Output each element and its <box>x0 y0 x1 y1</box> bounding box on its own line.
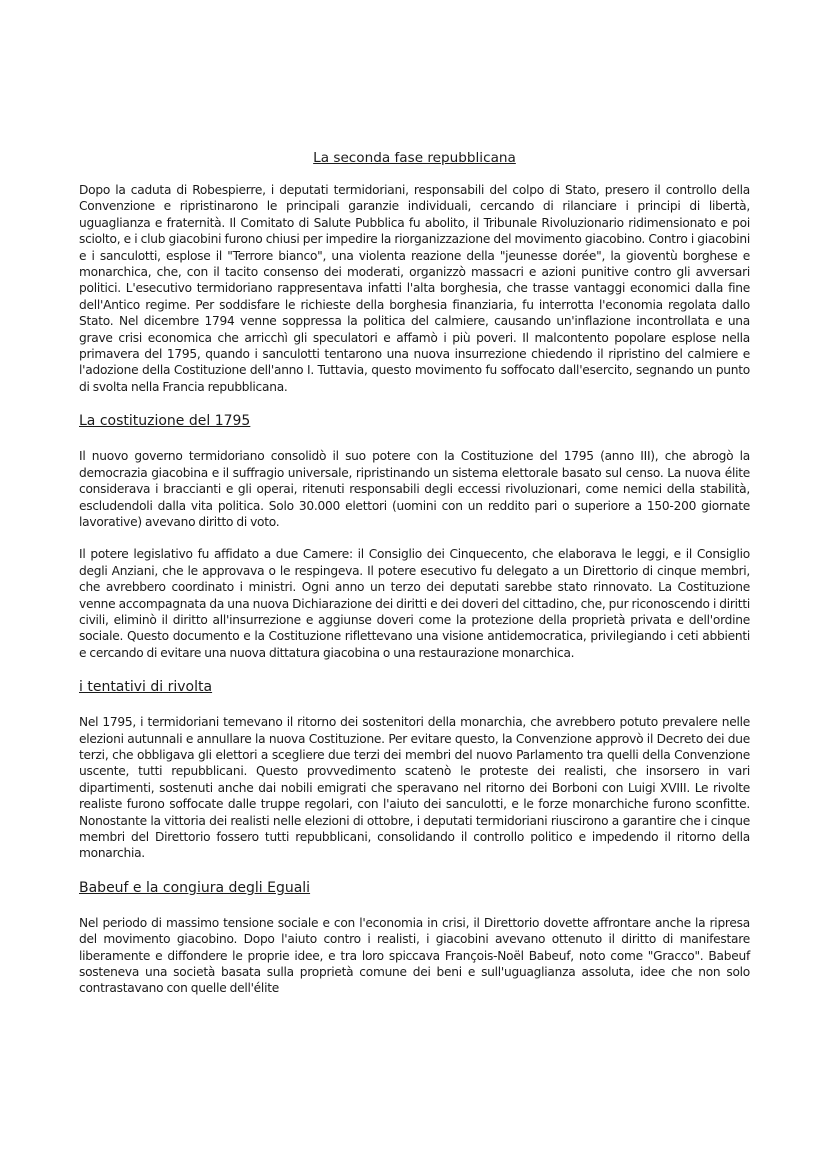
section-heading-costituzione: La costituzione del 1795 <box>79 413 251 430</box>
section-paragraph: Nel 1795, i termidoriani temevano il ritorno dei sostenitori della monarchia, che avrebbero potuto prevalere nelle elezioni autunnali e annullare la nuova Costituzione. Per evitare questo, la Convenzione approvò il Decreto dei due terzi, che obbligava gli elettori a scegliere due terzi dei membri del nuovo Parlamento tra quelli della Convenzione uscente, tutti repubblicani. Questo provvedimento scatenò le proteste dei realisti, che insorsero in vari dipartimenti, sostenuti anche dai nobili emigrati che speravano nel ritorno dei Borboni con Luigi XVIII. Le rivolte realiste furono soffocate dalle truppe regolari, con l'aiuto dei sanculotti, e le forze monarchiche furono sconfitte. Nonostante la vittoria dei realisti nelle elezioni di ottobre, i deputati termidoriani riuscirono a garantire che i cinque membri del Direttorio fossero tutti repubblicani, consolidando il controllo politico e impedendo il ritorno della monarchia. <box>79 715 750 861</box>
section-paragraph: Nel periodo di massimo tensione sociale e con l'economia in crisi, il Direttorio dovette affrontare anche la ripresa del movimento giacobino. Dopo l'aiuto contro i realisti, i giacobini avevano ottenuto il diritto di manifestare liberamente e diffondere le proprie idee, e tra loro spiccava François-Noël Babeuf, noto come "Gracco". Babeuf sosteneva una società basata sulla proprietà comune dei beni e sull'uguaglianza assoluta, idee che non solo contrastavano con quelle dell'élite <box>79 915 750 996</box>
section-heading-rivolta: i tentativi di rivolta <box>79 679 213 696</box>
document-title: La seconda fase repubblicana <box>313 150 516 166</box>
intro-paragraph: Dopo la caduta di Robespierre, i deputati termidoriani, responsabili del colpo di Stato, presero il controllo della Convenzione e ripristinarono le principali garanzie individuali, cercando di rilanciare i principi di libertà, uguaglianza e fraternità. Il Comitato di Salute Pubblica fu abolito, il Tribunale Rivoluzionario ridimensionato e poi sciolto, e i club giacobini furono chiusi per impedire la riorganizzazione del movimento giacobino. Contro i giacobini e i sanculotti, esplose il "Terrore bianco", una violenta reazione della "jeunesse dorée", la gioventù borghese e monarchica, che, con il tacito consenso dei moderati, organizzò massacri e azioni punitive contro gli avversari politici. L'esecutivo termidoriano rappresentava infatti l'alta borghesia, che trasse vantaggi economici dalla fine dell'Antico regime. Per soddisfare le richieste della borghesia finanziaria, fu interrotta l'economia regolata dallo Stato. Nel dicembre 1794 venne soppressa la politica del calmiere, causando un'inflazione incontrollata e una grave crisi economica che arricchì gli speculatori e affamò i più poveri. Il malcontento popolare esplose nella primavera del 1795, quando i sanculotti tentarono una nuova insurrezione chiedendo il ripristino del calmiere e l'adozione della Costituzione dell'anno I. Tuttavia, questo movimento fu soffocato dall'esercito, segnando un punto di svolta nella Francia repubblicana. <box>79 183 750 394</box>
section-paragraph: Il nuovo governo termidoriano consolidò il suo potere con la Costituzione del 1795 (anno III), che abrogò la democrazia giacobina e il suffragio universale, ripristinando un sistema elettorale basato sul censo. La nuova élite considerava i braccianti e gli operai, ritenuti responsabili degli eccessi rivoluzionari, come nemici della stabilità, escludendoli dalla vita politica. Solo 30.000 elettori (uomini con un reddito pari o superiore a 150-200 giornate lavorative) avevano diritto di voto. <box>79 449 750 529</box>
section-paragraph: Il potere legislativo fu affidato a due Camere: il Consiglio dei Cinquecento, che elaborava le leggi, e il Consiglio degli Anziani, che le approvava o le respingeva. Il potere esecutivo fu delegato a un Direttorio di cinque membri, che avrebbero coordinato i ministri. Ogni anno un terzo dei deputati sarebbe stato rinnovato. La Costituzione venne accompagnata da una nuova Dichiarazione dei diritti e dei doveri del cittadino, che, pur riconoscendo i diritti civili, eliminò il diritto all'insurrezione e aggiunse doveri come la protezione della proprietà privata e dell'ordine sociale. Questo documento e la Costituzione riflettevano una visione antidemocratica, privilegiando i ceti abbienti e cercando di evitare una nuova dittatura giacobina o una restaurazione monarchica. <box>79 547 750 660</box>
section-heading-babeuf: Babeuf e la congiura degli Eguali <box>79 879 311 896</box>
document-page <box>79 148 750 997</box>
